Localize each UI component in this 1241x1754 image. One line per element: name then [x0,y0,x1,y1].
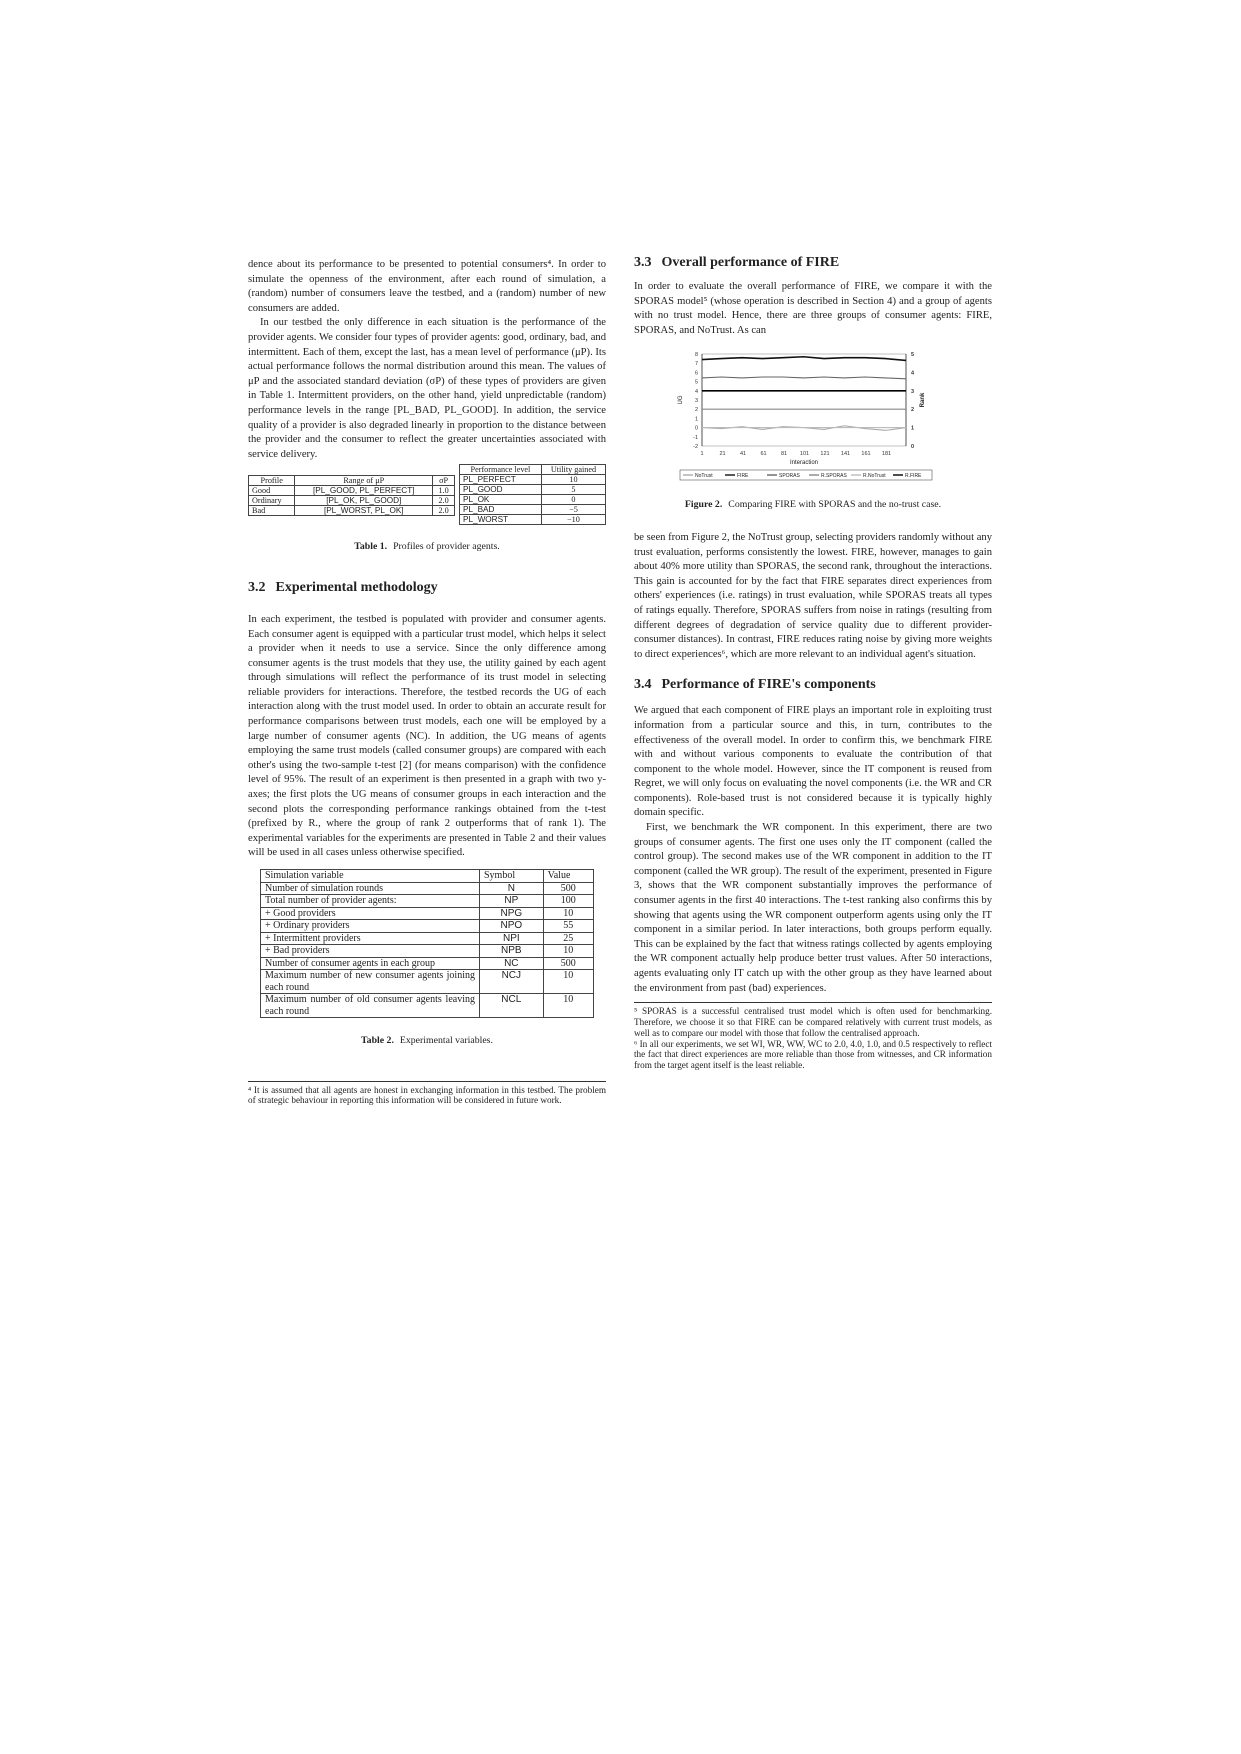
table-cell: −5 [541,505,605,515]
x-tick-label: 41 [739,451,747,458]
table-cell: Maximum number of new consumer agents joining each round [261,970,480,994]
table-cell: Ordinary [249,496,295,506]
y2-tick-label: 3 [911,389,915,396]
footnote-6: ⁶ In all our experiments, we set WI, WR, WW, WC to 2.0, 4.0, 1.0, and 0.5 respectively to reflect the fact that direct experiences are more reliable than those from witnesses, and CR information from the target agent itself is the least reliable. [634,1038,992,1071]
section-number: 3.3 [634,255,652,270]
x-tick-label: 1 [700,451,704,458]
y2-tick-label: 2 [911,407,915,414]
y-axis-label: UG [678,395,684,405]
x-tick-label: 101 [799,451,810,458]
table-cell: NCJ [480,970,544,994]
x-tick-label: 141 [840,451,851,458]
table-1-caption [248,540,606,555]
y2-tick-label: 4 [911,370,915,377]
table-cell: [PL_OK, PL_GOOD] [295,496,433,506]
y-tick-label: 8 [694,352,698,359]
table-cell: PL_BAD [460,505,542,515]
x-axis-label: Interaction [789,460,819,467]
footnote-4: ⁴ It is assumed that all agents are honest in exchanging information in this testbed. The problem of strategic behaviour in reporting this information will be considered in future work. [248,1084,606,1106]
y-tick-label: 2 [694,407,698,414]
footnote-rule [248,1081,606,1082]
y-tick-label: 5 [694,379,698,386]
section-title: Overall performance of FIRE [661,255,840,270]
section-heading-3-3 [634,254,992,272]
x-tick-label: 21 [719,451,726,458]
y-tick-label: 6 [694,370,698,377]
legend-label: NoTrust [695,473,713,480]
caption-label: Figure 2. [684,499,723,511]
caption-text: Comparing FIRE with SPORAS and the no-trust case. [728,499,942,511]
y2-axis-label: Rank [920,393,926,408]
legend-label: R.FIRE [905,473,922,480]
y2-tick-label: 1 [911,425,915,432]
figure-2-chart [674,346,944,486]
table-cell: 5 [541,485,605,495]
y-tick-label: 0 [694,425,698,432]
table-cell: 500 [543,957,593,970]
y2-tick-label: 5 [911,352,915,359]
table-cell: 10 [543,945,593,958]
table-cell: 100 [543,895,593,908]
table-header: Symbol [480,870,544,883]
table-cell: Number of simulation rounds [261,882,480,895]
table-cell: [PL_GOOD, PL_PERFECT] [295,486,433,496]
table-cell: + Good providers [261,907,480,920]
paragraph-testbed: In our testbed the only difference in each situation is the performance of the provider agents. We consider four types of provider agents: good, ordinary, bad, and intermittent. Each of them, except the last, has a mean level of performance (μP). Its actual performance follows the normal distribution around this mean. The values of μP and the associated standard deviation (σP) of these types of providers are given in Table 1. Intermittent providers, on the other hand, yield unpredictable (random) performance levels in the range [PL_BAD, PL_GOOD]. In addition, the service quality of a provider is also degraded linearly in proportion to the distance between the provider and the consumer to reflect the greater uncertainties associated with service delivery. [248,317,606,460]
table-2-caption [248,1034,606,1049]
table-cell: 1.0 [433,486,455,496]
y-tick-label: 7 [694,361,698,368]
section-number: 3.2 [248,579,266,595]
table-cell: 10 [543,970,593,994]
table-cell: NP [480,895,544,908]
table-cell: 0 [541,495,605,505]
table-header: Range of μP [295,476,433,486]
table-cell: NPO [480,920,544,933]
table-cell: Total number of provider agents: [261,895,480,908]
section-title: Performance of FIRE's components [661,677,876,693]
y-tick-label: -1 [693,435,698,442]
paragraph-intro: dence about its performance to be presented to potential consumers⁴. In order to simulate the openness of the environment, after each round of simulation, a (random) number of consumers leave the testbed, and a (random) number of new consumers are added. [248,259,606,314]
section-title: Experimental methodology [275,579,438,595]
paragraph-overall: In order to evaluate the overall performance of FIRE, we compare it with the SPORAS model⁵ (whose operation is described in Section 4) and a group of agents with no trust model. Hence, there are three groups of consumer agents: FIRE, SPORAS, and NoTrust. As can [634,281,992,336]
performance-level-table [459,464,606,525]
x-tick-label: 81 [780,451,788,458]
table-2 [260,869,594,1018]
table-cell: Good [249,486,295,496]
section-heading-3-2 [248,579,606,597]
x-tick-label: 161 [861,451,871,458]
legend-label: R.SPORAS [821,473,847,480]
table-header: Simulation variable [261,870,480,883]
table-cell: PL_OK [460,495,542,505]
paragraph-components: We argued that each component of FIRE plays an important role in exploiting trust information from a particular source and this, in turn, contributes to the effectiveness of the overall model. In order to confirm this, we benchmark FIRE with and without various components to evaluate the contribution of that component to the whole model. However, since the IT component is reused from Regret, we will only focus on evaluating the novel components (i.e. the WR and CR components). Role-based trust is not considered because it is typically highly domain specific. [634,705,992,819]
series-line-sporas [702,377,906,379]
section-heading-3-4 [634,676,992,694]
y-tick-label: 1 [694,416,698,423]
table-cell: PL_GOOD [460,485,542,495]
table-cell: PL_WORST [460,515,542,525]
y-tick-label: -2 [693,444,698,451]
table-cell: NPB [480,945,544,958]
y-tick-label: 3 [694,398,698,405]
right-column [634,255,992,1071]
table-cell: N [480,882,544,895]
table-cell: 55 [543,920,593,933]
figure-2 [634,346,992,496]
table-cell: PL_PERFECT [460,475,542,485]
table-cell: + Bad providers [261,945,480,958]
paragraph-methodology: In each experiment, the testbed is populated with provider and consumer agents. Each consumer agent is equipped with a particular trust model, which helps it select a provider when it needs to use a service. Since the only difference among consumer agents is the trust models that they use, the utility gained by each agent through simulations will reflect the performance of its trust model in selecting reliable providers for interactions. Therefore, the testbed records the UG of each interaction along with the trust model used. In order to obtain an accurate result for performance comparisons between trust models, each one will be employed by a large number of consumer agents (NC). In addition, the UG means of agents employing the same trust models (called consumer groups) are compared with each other's using the two-sample t-test [2] (for means comparison) with the confidence level of 95%. The result of an experiment is then presented in a graph with two y-axes; the first plots the UG means of consumer groups in each interaction and the second plots the corresponding performance rankings obtained from the t-test (prefixed by R., where the group of rank 2 outperforms that of rank 1). The experimental variables for the experiments are presented in Table 2 and their values will be used in all cases unless otherwise specified. [248,613,606,859]
footnote-area-right [634,1002,992,1071]
table-cell: 10 [541,475,605,485]
section-number: 3.4 [634,677,652,693]
table-header: σP [433,476,455,486]
table-cell: 2.0 [433,496,455,506]
plot-frame [702,354,906,446]
caption-label: Table 2. [361,1035,394,1046]
table-cell: Number of consumer agents in each group [261,957,480,970]
table-cell: + Ordinary providers [261,920,480,933]
table-cell: NPG [480,907,544,920]
legend-label: R.NoTrust [863,473,886,480]
table-header: Performance level [460,465,542,475]
y-tick-label: 4 [694,389,698,396]
legend-label: FIRE [737,473,749,480]
left-column [248,258,606,1106]
x-tick-label: 181 [881,451,892,458]
figure-2-caption [634,498,992,513]
series-line-fire [702,357,906,361]
footnote-area [248,1081,606,1107]
table-1 [248,464,606,534]
caption-label: Table 1. [354,541,388,553]
table-cell: −10 [541,515,605,525]
caption-text: Experimental variables. [399,1035,493,1046]
table-cell: NC [480,957,544,970]
paragraph-wr: First, we benchmark the WR component. In this experiment, there are two groups of consumer agents. The first one uses only the IT component (called the control group). The second makes use of the WR component in addition to the IT component (called the WR group). The result of the experiment, presented in Figure 3, shows that the WR component substantially improves the performance of consumer agents in the first 40 interactions. The t-test ranking also confirms this by showing that agents using the WR component outperform agents using only the IT component in a similar period. In later interactions, both groups perform equally. This can be explained by the fact that witness ratings collected by agents employing the WR component actually help produce better trust values. After 50 interactions, agents evaluating only IT catch up with the other group as they have learned about the environment from past (bad) experiences. [634,822,992,994]
table-header: Value [543,870,593,883]
table-cell: 2.0 [433,506,455,516]
table-cell: + Intermittent providers [261,932,480,945]
table-cell: 500 [543,882,593,895]
table-cell: NPI [480,932,544,945]
footnote-rule [634,1002,992,1003]
table-cell: 25 [543,932,593,945]
x-tick-label: 121 [820,451,830,458]
table-header: Profile [249,476,295,486]
caption-text: Profiles of provider agents. [393,541,500,553]
footnote-5: ⁵ SPORAS is a successful centralised trust model which is often used for benchmarking. Therefore, we choose it so that FIRE can be compared relatively with current trust models, as well as to compare our model with those that follow the centralised approach. [634,1006,992,1038]
table-cell: Maximum number of old consumer agents leaving each round [261,994,480,1018]
paragraph-results: be seen from Figure 2, the NoTrust group, selecting providers randomly without any trust evaluation, performs consistently the lowest. FIRE, however, manages to gain about 40% more utility than SPORAS, the second rank, throughout the interactions. This gain is accounted for by the fact that FIRE separates direct experiences from others' experiences (i.e. ratings) in trust evaluation, while SPORAS treats all types of ratings equally. Therefore, SPORAS suffers from noise in ratings (resulting from different degrees of degradation of service quality due to different provider-consumer distances). In contrast, FIRE reduces rating noise by giving more weights to direct experiences⁶, which are more relevant to an individual agent's situation. [634,531,992,660]
table-cell: NCL [480,994,544,1018]
table-cell: 10 [543,994,593,1018]
table-cell: Bad [249,506,295,516]
x-tick-label: 61 [760,451,767,458]
table-header: Utility gained [541,465,605,475]
profile-table [248,475,455,516]
y2-tick-label: 0 [911,444,915,451]
legend-label: SPORAS [779,473,800,480]
table-cell: 10 [543,907,593,920]
table-cell: [PL_WORST, PL_OK] [295,506,433,516]
